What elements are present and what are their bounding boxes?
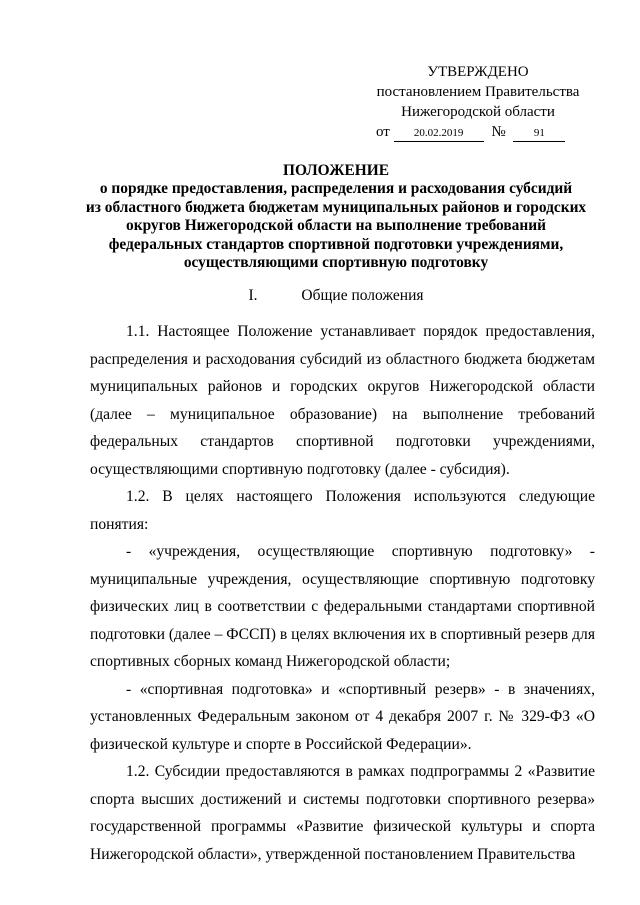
paragraph: 1.1. Настоящее Положение устанавливает порядок предоставления, распределения и расходования субсидий из областного бюджета бюджетам муниципальных районов и городских округов Нижегородской области (далее – муниципальное образование) на выполнение требований федеральных стандартов спортивной подготовки учреждениями, осуществляющими спортивную подготовку (далее - субсидия).	[90, 323, 595, 478]
approval-number-field	[513, 124, 565, 142]
approval-title: УТВЕРЖДЕНО	[427, 64, 529, 80]
title-line: округов Нижегородской области на выполнение требований	[126, 217, 546, 235]
approval-date-field	[394, 124, 484, 142]
document-title	[76, 162, 596, 272]
approval-stamp	[368, 62, 588, 142]
approval-date: 20.02.2019	[413, 127, 464, 139]
title-line: о порядке предоставления, распределения и расходования субсидий	[99, 180, 573, 198]
approval-number: 91	[533, 127, 545, 139]
paragraph: - «учреждения, осуществляющие спортивную подготовку» - муниципальные учреждения, осуществляющие спортивную подготовку физических лиц в соответствии с федеральными стандартами спортивной подготовки (далее – ФССП) в целях включения их в спортивный резерв для спортивных сборных команд Нижегородской области;	[90, 543, 595, 670]
section-title: Общие положения	[301, 287, 424, 304]
title-heading: ПОЛОЖЕНИЕ	[283, 162, 389, 179]
approval-line-1: постановлением Правительства	[376, 84, 580, 100]
title-line: из областного бюджета бюджетам муниципальных районов и городских	[85, 198, 587, 216]
approval-date-line	[368, 122, 588, 142]
paragraph: 1.2. В целях настоящего Положения используются следующие понятия:	[90, 488, 595, 533]
title-line: федеральных стандартов спортивной подготовки учреждениями,	[108, 235, 564, 253]
paragraph: 1.2. Субсидии предоставляются в рамках подпрограммы 2 «Развитие спорта высших достижений и системы подготовки спортивного резерва» государственной программы «Развитие физической культуры и спорта Нижегородской области», утвержденной постановлением Правительства	[90, 763, 595, 863]
number-label: №	[491, 124, 506, 140]
from-label: от	[376, 124, 390, 140]
document-body	[90, 318, 595, 868]
section-number: I.	[248, 287, 258, 304]
title-line: осуществляющими спортивную подготовку	[183, 254, 489, 272]
paragraph: - «спортивная подготовка» и «спортивный резерв» - в значениях, установленных Федеральным законом от 4 декабря 2007 г. № 329-ФЗ «О физической культуре и спорте в Российской Федерации».	[90, 680, 595, 753]
section-heading	[76, 287, 596, 305]
approval-line-2: Нижегородской области	[401, 104, 555, 120]
